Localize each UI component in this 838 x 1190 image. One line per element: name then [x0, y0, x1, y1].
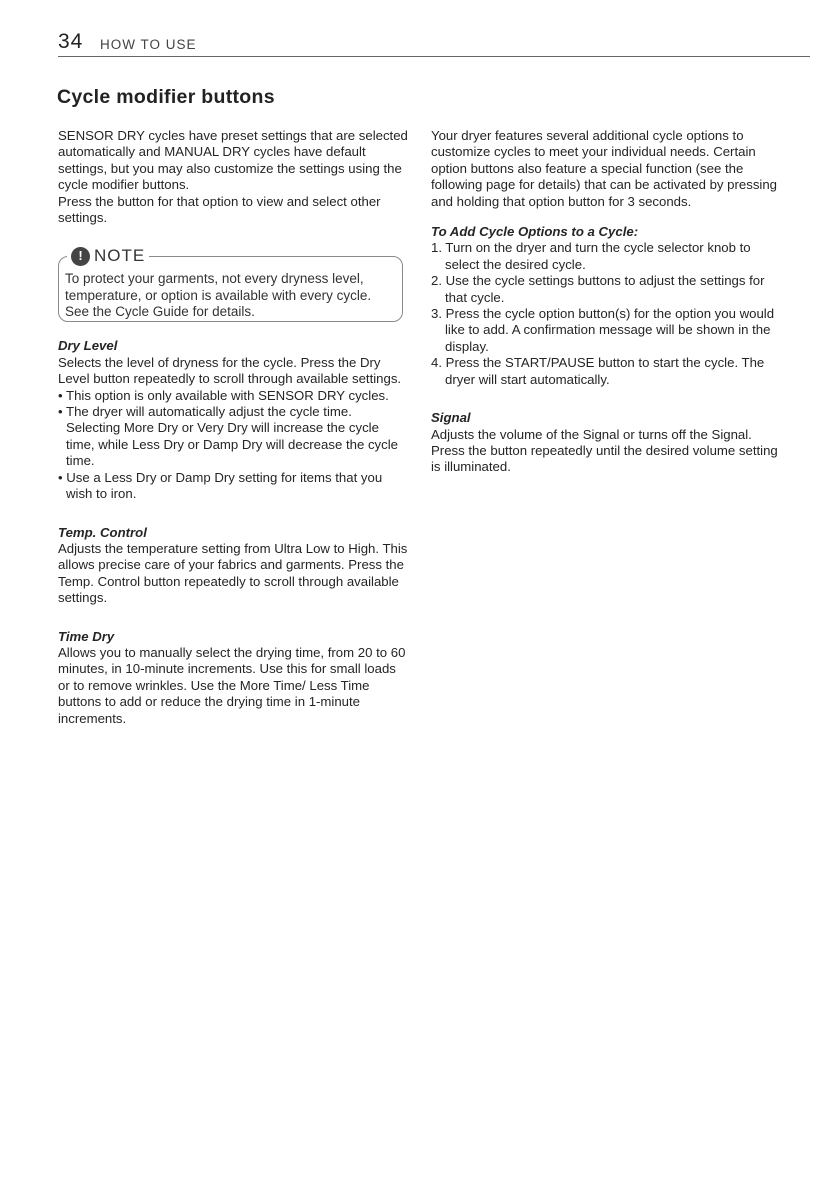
step-item: 2. Use the cycle settings buttons to adjust the settings for that cycle.	[431, 273, 765, 305]
step-item: 4. Press the START/PAUSE button to start the cycle. The dryer will start automatically.	[431, 355, 765, 387]
add-options-heading: To Add Cycle Options to a Cycle:	[431, 224, 639, 240]
page-header	[58, 30, 810, 57]
info-icon: !	[71, 247, 90, 266]
page-number: 34	[58, 30, 84, 53]
left-column	[58, 128, 408, 727]
signal-text: Adjusts the volume of the Signal or turns off the Signal. Press the button repeatedly until the desired volume setting is illuminated.	[431, 426, 778, 475]
step-item: 3. Press the cycle option button(s) for the option you would like to add. A confirmation message will be shown in the display.	[431, 306, 775, 354]
intro-paragraph: Press the button for that option to view and select other settings.	[58, 193, 381, 226]
bullet-item: • This option is only available with SENSOR DRY cycles.	[58, 387, 389, 403]
note-header	[67, 244, 149, 268]
note-box	[58, 246, 403, 322]
dry-level-text: Selects the level of dryness for the cycle. Press the Dry Level button repeatedly to scroll through available settings.	[58, 354, 402, 387]
signal-heading: Signal	[431, 410, 471, 426]
note-label: NOTE	[94, 246, 146, 266]
time-dry-text: Allows you to manually select the drying time, from 20 to 60 minutes, in 10-minute increments. Use this for small loads or to remove wrinkles. Use the More Time/ Less Time buttons to add or reduce the drying time in 1-minute increments.	[58, 644, 406, 726]
dry-level-heading: Dry Level	[58, 338, 118, 354]
bullet-item: • The dryer will automatically adjust the cycle time. Selecting More Dry or Very Dry will increase the cycle time, while Less Dry or Damp Dry will decrease the cycle time.	[58, 404, 398, 469]
note-text: To protect your garments, not every dryness level, temperature, or option is available with every cycle. See the Cycle Guide for details.	[65, 271, 372, 320]
intro-paragraph: SENSOR DRY cycles have preset settings that are selected automatically and MANUAL DRY cycles have default settings, but you may also customize the settings using the cycle modifier buttons.	[58, 128, 408, 193]
page-title: Cycle modifier buttons	[57, 86, 275, 108]
temp-control-heading: Temp. Control	[58, 524, 147, 540]
time-dry-heading: Time Dry	[58, 628, 115, 644]
bullet-item: • Use a Less Dry or Damp Dry setting for items that you wish to iron.	[58, 469, 383, 502]
section-title: HOW TO USE	[100, 37, 197, 52]
options-intro: Your dryer features several additional cycle options to customize cycles to meet your individual needs. Certain option buttons also feature a special function (see the following page for details) that can be activated by pressing and holding that option button for 3 seconds.	[431, 128, 778, 209]
step-item: 1. Turn on the dryer and turn the cycle selector knob to select the desired cycle.	[431, 240, 751, 272]
right-column	[431, 128, 781, 476]
temp-control-text: Adjusts the temperature setting from Ultra Low to High. This allows precise care of your fabrics and garments. Press the Temp. Control button repeatedly to scroll through available settings.	[58, 540, 408, 606]
